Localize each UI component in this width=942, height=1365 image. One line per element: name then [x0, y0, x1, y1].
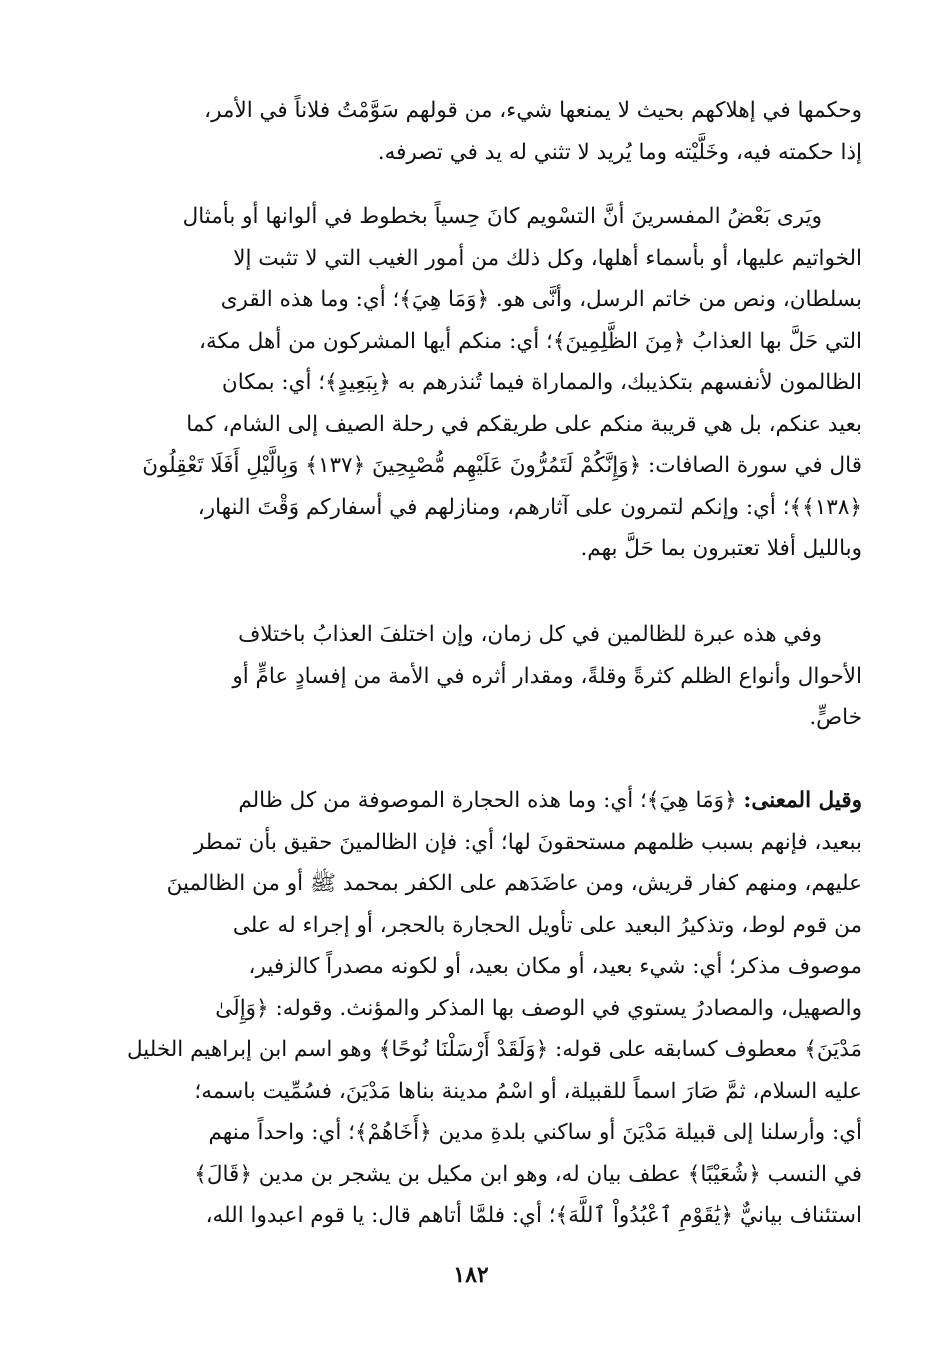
text-line: الظالمون لأنفسهم بتكذيبك، والمماراة فيما تُنذرهم به ﴿بِبَعِيدٍ﴾؛ أي: بمكان — [221, 370, 862, 395]
text-line: أي: وأرسلنا إلى قبيلة مَدْيَنَ أو ساكني بلدةِ مدين ﴿أَخَاهُمْ﴾؛ أي: واحداً منهم — [208, 1120, 862, 1145]
lead-heading: وقيل المعنى: — [743, 788, 862, 813]
text-line: ويَرى بَعْضُ المفسرينَ أنَّ التسْويم كانَ حِسياً بخطوط في ألوانها أو بأمثال — [182, 204, 822, 229]
text-line: ببعيد، فإنهم بسبب ظلمهم مستحقونَ لها؛ أي: فإن الظالمينَ حقيق بأن تمطر — [193, 829, 862, 855]
text-line: وفي هذه عبرة للظالمين في كل زمان، وإن اختلفَ العذابُ باختلاف — [238, 622, 822, 647]
text-line: استئناف بيانيٌّ ﴿يَٰقَوْمِ ٱعْبُدُواْ ٱللَّهَ﴾؛ أي: فلمَّا أتاهم قال: يا قوم اعبدوا الله، — [205, 1203, 862, 1228]
text-line: الأحوال وأنواع الظلم كثرةً وقلةً، ومقدار أثره في الأمة من إفسادٍ عامٍّ أو — [232, 663, 862, 689]
text-line: بسلطان، ونص من خاتم الرسل، وأنَّى هو. ﴿وَمَا هِيَ﴾؛ أي: وما هذه القرى — [220, 287, 862, 312]
text-line: وبالليل أفلا تعتبرون بما حَلَّ بهم. — [580, 536, 862, 561]
lead-continuation: ﴿وَمَا هِيَ﴾؛ أي: وما هذه الحجارة الموصوفة من كل ظالم — [238, 788, 744, 813]
paragraph-3 — [82, 614, 862, 739]
text-line — [82, 780, 862, 822]
paragraph-2 — [82, 196, 862, 570]
paragraph-1 — [82, 90, 862, 173]
text-line: إذا حكمته فيه، وخَلَّيْته وما يُريد لا تثني له يد في تصرفه. — [377, 139, 862, 165]
text-line: موصوف مذكر؛ أي: شيء بعيد، أو مكان بعيد، أو لكونه مصدراً كالزفير، — [248, 954, 862, 979]
paragraph-4 — [82, 780, 862, 1237]
text-line: في النسب ﴿شُعَيْبًا﴾ عطف بيان له، وهو ابن مكيل بن يشجر بن مدين ﴿قَالَ﴾ — [194, 1161, 862, 1187]
text-line: قال في سورة الصافات: ﴿وَإِنَّكُمْ لَتَمُرُّونَ عَلَيْهِم مُّصْبِحِينَ ﴿١٣٧﴾ وَبِالَّيْلِ أَفَلَا تَعْقِلُونَ — [142, 453, 862, 478]
text-line: من قوم لوط، وتذكيرُ البعيد على تأويل الحجارة بالحجر، أو إجراء له على — [232, 912, 862, 938]
page-number: ١٨٢ — [453, 1262, 489, 1288]
text-line: بعيد عنكم، بل هي قريبة منكم على طريقكم في رحلة الصيف إلى الشام، كما — [186, 411, 862, 437]
text-line: مَدْيَنَ﴾ معطوف كسابقه على قوله: ﴿وَلَقَدْ أَرْسَلْنَا نُوحًا﴾ وهو اسم ابن إبراهيم الخليل — [126, 1037, 862, 1062]
text-line: الخواتيم عليها، أو بأسماء أهلها، وكل ذلك من أمور الغيب التي لا تثبت إلا — [233, 245, 862, 271]
text-line: والصهيل، والمصادرُ يستوي في الوصف بها المذكر والمؤنث. وقوله: ﴿وَإِلَىٰ — [215, 995, 862, 1021]
text-line: وحكمها في إهلاكهم بحيث لا يمنعها شيء، من قولهم سَوَّمْتُ فلاناً في الأمر، — [204, 98, 862, 123]
text-line: ﴿١٣٨﴾﴾؛ أي: وإنكم لتمرون على آثارهم، ومنازلهم في أسفاركم وَقْتَ النهار، — [197, 494, 862, 520]
text-line: عليه السلام، ثمَّ صَارَ اسماً للقبيلة، أو اسْمُ مدينة بناها مَدْيَنَ، فسُمِّيت باسمه؛ — [194, 1078, 862, 1104]
text-line: التي حَلَّ بها العذابُ ﴿مِنَ الظَّلِمِينَ﴾؛ أي: منكم أيها المشركون من أهل مكة، — [199, 328, 862, 354]
text-line: عليهم، ومنهم كفار قريش، ومن عاضَدَهم على الكفر بمحمد ﷺ أو من الظالمينَ — [166, 871, 862, 896]
text-line: خاصٍّ. — [809, 705, 862, 730]
